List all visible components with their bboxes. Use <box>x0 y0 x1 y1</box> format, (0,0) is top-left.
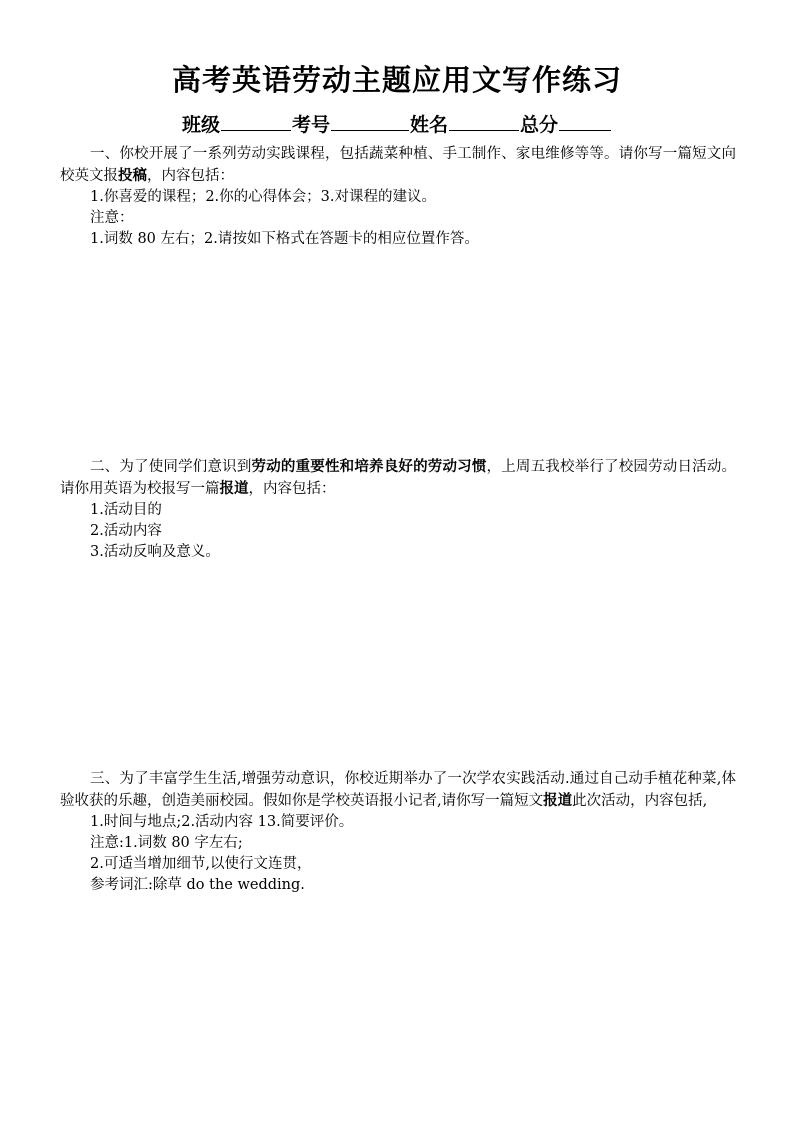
question-1-prompt-end: ，内容包括： <box>147 168 234 184</box>
question-2-prompt <box>60 456 736 500</box>
exam-number-label: 考号 <box>291 114 330 136</box>
worksheet-title: 高考英语劳动主题应用文写作练习 <box>171 63 622 97</box>
question-1-content-points: 1.你喜爱的课程；2.你的心得体会；3.对课程的建议。 <box>90 189 437 205</box>
question-1-prompt-text: 一、你校开展了一系列劳动实践课程，包括蔬菜种植、手工制作、家电维修等等。请你写一篇短文向校英文报 <box>60 146 736 184</box>
question-3-prompt-text: 三、为了丰富学生生活,增强劳动意识，你校近期举办了一次学农实践活动.通过自己动手植花种菜,体验收获的乐趣，创造美丽校园。假如你是学校英语报小记者,请你写一篇短文 <box>60 771 736 809</box>
question-1-prompt <box>60 144 736 187</box>
student-info-line <box>0 110 794 139</box>
question-2-keyword-2: 报道 <box>219 480 249 497</box>
total-score-blank[interactable] <box>559 110 611 131</box>
exam-number-blank[interactable] <box>331 110 409 131</box>
name-label: 姓名 <box>410 114 449 136</box>
question-1-note-label: 注意： <box>90 210 134 226</box>
question-2 <box>60 456 736 563</box>
class-label: 班级 <box>181 114 220 136</box>
question-3-note-2: 2.可适当增加细节,以使行文连贯， <box>90 856 312 872</box>
question-3-prompt <box>60 769 736 812</box>
question-1-note-text: 1.词数 80 左右；2.请按如下格式在答题卡的相应位置作答。 <box>90 231 479 247</box>
name-blank[interactable] <box>449 110 519 131</box>
question-2-item-1: 1.活动目的 <box>90 502 162 518</box>
question-2-prompt-end: ，内容包括： <box>248 481 336 497</box>
question-3-keyword: 报道 <box>543 792 573 809</box>
question-3-prompt-end: 此次活动，内容包括, <box>572 793 708 809</box>
class-blank[interactable] <box>221 110 291 131</box>
question-1-keyword: 投稿 <box>118 167 147 184</box>
question-2-item-3: 3.活动反响及意义。 <box>90 544 220 560</box>
question-3-content-points: 1.时间与地点;2.活动内容 13.简要评价。 <box>90 814 354 830</box>
question-3-note-1: 注意:1.词数 80 字左右; <box>90 835 243 851</box>
question-2-prompt-text: 二、为了使同学们意识到 <box>90 459 252 475</box>
question-1 <box>60 144 736 250</box>
question-3-vocabulary: 参考词汇:除草 do the wedding. <box>90 877 305 893</box>
question-2-prompt-middle: ，上周五我校举行了校园劳动日活动。请你用英语为校报写一篇 <box>60 459 737 497</box>
question-2-item-2: 2.活动内容 <box>90 523 162 539</box>
total-score-label: 总分 <box>520 114 559 136</box>
question-2-keyword-1: 劳动的重要性和培养良好的劳动习惯 <box>251 458 487 475</box>
question-3 <box>60 769 736 896</box>
